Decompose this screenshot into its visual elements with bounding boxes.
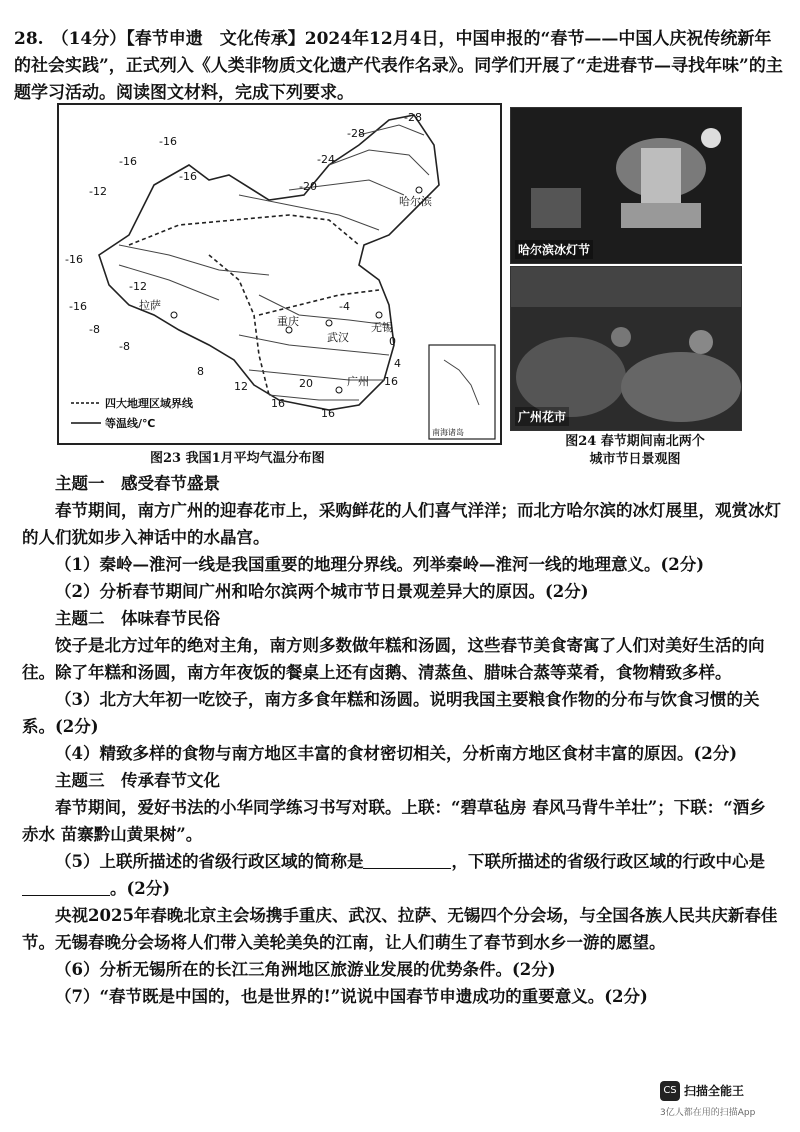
isotherm-label: -8 <box>119 340 130 353</box>
answer-blank-1[interactable] <box>363 852 451 869</box>
isotherm-label: 8 <box>197 365 204 378</box>
city-marker <box>416 187 422 193</box>
isotherm-label: -20 <box>299 180 317 193</box>
harbin-photo <box>510 107 742 264</box>
sub-question-4: （4）精致多样的食物与南方地区丰富的食材密切相关，分析南方地区食材丰富的原因。(2分) <box>55 744 738 763</box>
isotherm-label: -16 <box>65 253 83 266</box>
photo-caption <box>540 433 730 469</box>
legend-boundary: 四大地理区域界线 <box>105 397 193 410</box>
isotherm-label: 12 <box>234 380 248 393</box>
china-outline <box>99 115 439 410</box>
question-body <box>22 470 782 1010</box>
city-marker <box>326 320 332 326</box>
map-caption: 图23 我国1月平均气温分布图 <box>150 451 325 466</box>
isotherm-label: -12 <box>89 185 107 198</box>
city-label-lhasa: 拉萨 <box>139 299 161 312</box>
question-number: 28. <box>14 29 44 49</box>
isotherm-label: 20 <box>299 377 313 390</box>
isotherm-label: -16 <box>69 300 87 313</box>
sub-question-6: （6）分析无锡所在的长江三角洲地区旅游业发展的优势条件。(2分) <box>55 960 556 979</box>
scanner-watermark <box>660 1080 755 1118</box>
theme3-paragraph-2: 央视2025年春晚北京主会场携手重庆、武汉、拉萨、无锡四个分会场，与全国各族人民共庆新春佳节。无锡春晚分会场将人们带入美轮美奂的江南，让人们萌生了春节到水乡一游的愿望。 <box>22 906 778 952</box>
region-boundary-2 <box>209 255 269 395</box>
sub-question-1: （1）秦岭—淮河一线是我国重要的地理分界线。列举秦岭—淮河一线的地理意义。(2分) <box>55 555 705 574</box>
theme2-title: 主题二 体味春节民俗 <box>55 609 220 628</box>
guangzhou-photo-image <box>511 267 741 430</box>
isotherm-label: -16 <box>119 155 137 168</box>
city-label-guangzhou: 广州 <box>347 375 369 388</box>
legend-isotherm: 等温线/℃ <box>105 417 156 430</box>
theme3-paragraph-1: 春节期间，爱好书法的小华同学练习书写对联。上联：“碧草毡房 春风马背牛羊壮”；下联：“酒乡赤水 苗寨黔山黄果树”。 <box>22 798 766 844</box>
china-temperature-map <box>57 103 502 445</box>
isotherm-label: 4 <box>394 357 401 370</box>
answer-blank-2[interactable] <box>22 879 110 896</box>
inset-label: 南海诸岛 <box>432 428 464 437</box>
region-boundary-3 <box>259 290 379 315</box>
isotherm-label: -12 <box>129 280 147 293</box>
city-marker <box>171 312 177 318</box>
isotherm-label: -28 <box>404 111 422 124</box>
inset-box <box>429 345 495 439</box>
isotherm-label: 16 <box>384 375 398 388</box>
harbin-photo-label: 哈尔滨冰灯节 <box>515 240 593 259</box>
camscanner-logo-icon: CS <box>660 1081 680 1101</box>
sub-question-3: （3）北方大年初一吃饺子，南方多食年糕和汤圆。说明我国主要粮食作物的分布与饮食习惯的关系。(2分) <box>22 690 760 736</box>
isotherm-label: 16 <box>271 397 285 410</box>
photo-caption-line1: 图24 春节期间南北两个 <box>565 434 705 449</box>
question-header <box>14 26 784 107</box>
watermark-brand: 扫描全能王 <box>684 1084 745 1098</box>
guangzhou-photo-label: 广州花市 <box>515 407 569 426</box>
isotherm-label: -24 <box>317 153 335 166</box>
city-marker <box>376 312 382 318</box>
guangzhou-photo <box>510 266 742 431</box>
city-label-harbin: 哈尔滨 <box>399 195 432 208</box>
isotherm-label: 16 <box>321 407 335 420</box>
isotherm-label: -8 <box>89 323 100 336</box>
city-marker <box>336 387 342 393</box>
question-intro: （14分）【春节申遗 文化传承】2024年12月4日，中国申报的“春节——中国人庆祝传统新年的社会实践”，正式列入《人类非物质文化遗产代表作名录》。同学们开展了“走进春节—寻找年味”的主题学习活动。阅读图文材料，完成下列要求。 <box>14 29 783 103</box>
sub-question-5: （5）上联所描述的省级行政区域的简称是 ，下联所描述的省级行政区域的行政中心是。(2分) <box>22 848 782 902</box>
theme1-paragraph: 春节期间，南方广州的迎春花市上，采购鲜花的人们喜气洋洋；而北方哈尔滨的冰灯展里，观赏冰灯的人们犹如步入神话中的水晶宫。 <box>22 501 781 547</box>
sub-question-2: （2）分析春节期间广州和哈尔滨两个城市节日景观差异大的原因。(2分) <box>55 582 589 601</box>
sub-question-7: （7）“春节既是中国的，也是世界的!”说说中国春节申遗成功的重要意义。(2分) <box>55 987 648 1006</box>
theme1-title: 主题一 感受春节盛景 <box>55 474 220 493</box>
isotherm-label: 0 <box>389 335 396 348</box>
isotherm-label: -16 <box>159 135 177 148</box>
isotherm-lines <box>119 125 429 400</box>
photo-caption-line2: 城市节日景观图 <box>589 452 681 467</box>
isotherm-label: -28 <box>347 127 365 140</box>
theme3-title: 主题三 传承春节文化 <box>55 771 220 790</box>
watermark-tagline: 3亿人都在用的扫描App <box>660 1107 756 1118</box>
city-label-chongqing: 重庆 <box>277 315 299 328</box>
theme2-paragraph: 饺子是北方过年的绝对主角，南方则多数做年糕和汤圆，这些春节美食寄寓了人们对美好生活的向往。除了年糕和汤圆，南方年夜饭的餐桌上还有卤鹅、清蒸鱼、腊味合蒸等菜肴，食物精致多样。 <box>22 636 765 682</box>
map-svg <box>59 105 500 443</box>
isotherm-label: -16 <box>179 170 197 183</box>
isotherm-label: -4 <box>339 300 350 313</box>
city-label-wuhan: 武汉 <box>327 331 349 344</box>
city-label-wuxi: 无锡 <box>371 321 393 334</box>
region-boundary-1 <box>129 215 359 245</box>
